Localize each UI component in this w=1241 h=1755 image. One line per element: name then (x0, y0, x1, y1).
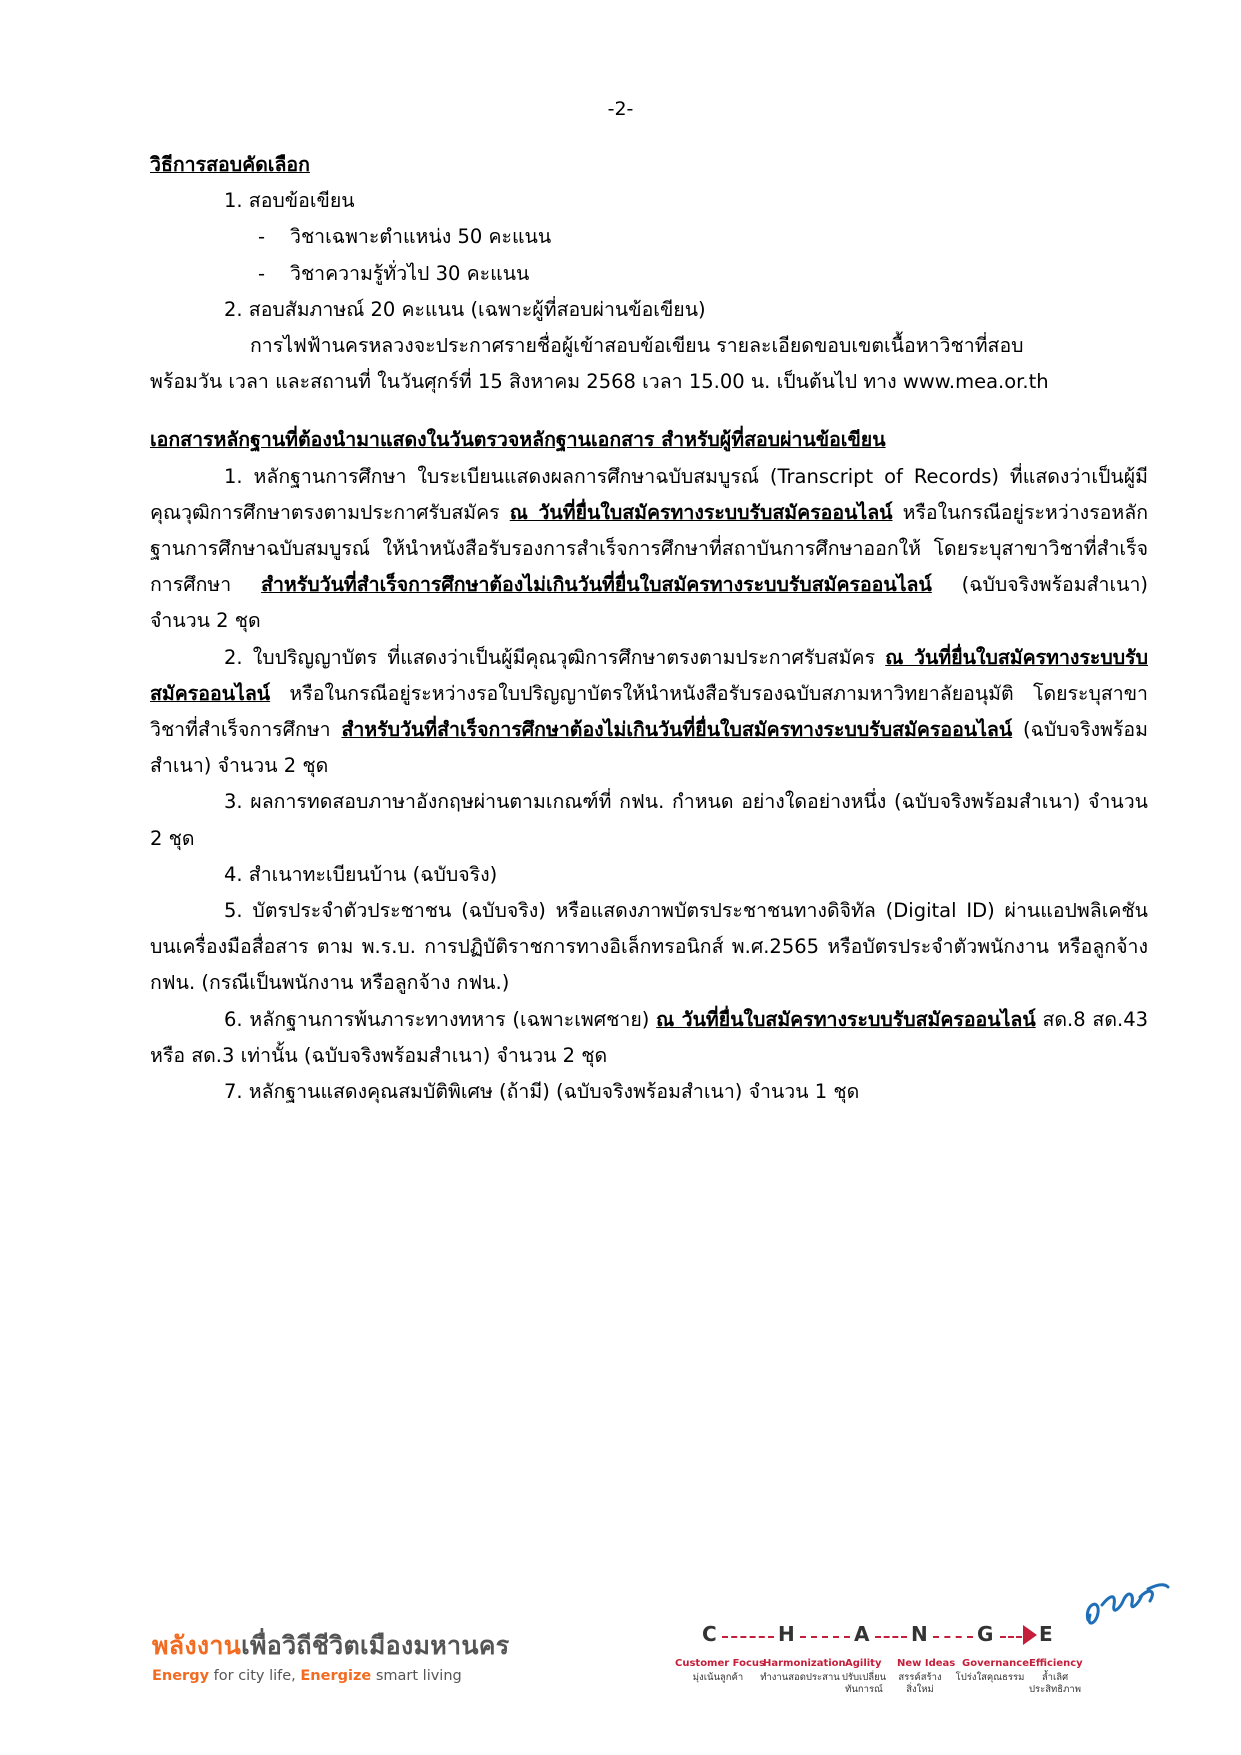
value-label-en: Customer Focus (675, 1658, 765, 1669)
document-item-4: 4. สำเนาทะเบียนบ้าน (ฉบับจริง) (224, 862, 498, 886)
document-item-2 (150, 640, 1148, 785)
value-letter-e: E (1039, 1622, 1053, 1646)
slogan-thai-rest: เพื่อวิถีชีวิตเมืองมหานคร (241, 1631, 510, 1660)
value-label-en: New Ideas (897, 1658, 956, 1669)
value-label-en: Agility (845, 1658, 882, 1669)
value-label-th: ปรับเปลี่ยนทันการณ์ (841, 1672, 887, 1695)
selection-subitem-general (150, 256, 1148, 292)
document-item-6 (150, 1002, 1148, 1074)
value-label-th: มุ่งเน้นลูกค้า (692, 1672, 744, 1683)
subitem-text: วิชาเฉพาะตำแหน่ง 50 คะแนน (290, 225, 552, 249)
footer-slogan (152, 1626, 510, 1684)
slogan-en-text: for city life, (209, 1668, 301, 1684)
value-letter-g: G (977, 1622, 994, 1646)
bullet-dash: - (258, 225, 266, 249)
connector-dash (800, 1636, 850, 1638)
document-item-7: 7. หลักฐานแสดงคุณสมบัติพิเศษ (ถ้ามี) (ฉบับจริงพร้อมสำเนา) จำนวน 1 ชุด (224, 1080, 860, 1104)
doc6-emphasis: ณ วันที่ยื่นใบสมัครทางระบบรับสมัครออนไลน์ (656, 1007, 1036, 1031)
arrow-right-icon (1023, 1625, 1037, 1645)
page-number: -2- (607, 98, 634, 120)
document-body (150, 147, 1148, 1110)
slogan-thai (152, 1626, 510, 1666)
value-label-th: สรรค์สร้างสิ่งใหม่ (898, 1672, 942, 1695)
doc1-text: 1. หลักฐานการศึกษา ใบระเบียนแสดงผลการศึกษาฉบับสมบูรณ์ (Transcript of Records) ที่แสดงว่าเป็นผู้มีคุณวุฒิการศึกษาตรงตามประกาศรับสมัคร (150, 464, 1148, 524)
value-label-en: Governance (962, 1658, 1030, 1669)
selection-item-written: 1. สอบข้อเขียน (224, 189, 355, 213)
value-label-en: Harmonization (763, 1658, 846, 1669)
subitem-text: วิชาความรู้ทั่วไป 30 คะแนน (290, 261, 530, 285)
connector-dash (933, 1636, 973, 1638)
announcement-line-1: การไฟฟ้านครหลวงจะประกาศรายชื่อผู้เข้าสอบข้อเขียน รายละเอียดขอบเขตเนื้อหาวิชาที่สอบ (250, 334, 1024, 358)
doc1-emphasis-2: สำหรับวันที่สำเร็จการศึกษาต้องไม่เกินวันที่ยื่นใบสมัครทางระบบรับสมัครออนไลน์ (261, 573, 932, 597)
announcement-line-2: พร้อมวัน เวลา และสถานที่ ในวันศุกร์ที่ 15 สิงหาคม 2568 เวลา 15.00 น. เป็นต้นไป ทาง www.mea.or.th (150, 370, 1049, 394)
connector-dash (722, 1636, 774, 1638)
selection-heading: วิธีการสอบคัดเลือก (150, 153, 310, 176)
document-item-5: 5. บัตรประจำตัวประชาชน (ฉบับจริง) หรือแสดงภาพบัตรประชาชนทางดิจิทัล (Digital ID) ผ่านแอปพลิเคชันบนเครื่องมือสื่อสาร ตาม พ.ร.บ. การปฏิบัติราชการทางอิเล็กทรอนิกส์ พ.ศ.2565 หรือบัตรประจำตัวพนักงาน หรือลูกจ้าง กฟน. (กรณีเป็นพนักงาน หรือลูกจ้าง กฟน.) (150, 899, 1148, 995)
value-label-th: โปร่งใสคุณธรรม (955, 1672, 1025, 1683)
doc2-emphasis: ณ วันที่ยื่นใบสมัครทางระบบรับสมัครออนไลน์ (150, 645, 1148, 705)
doc6-text-2: สด.8 สด.43 หรือ สด.3 เท่านั้น (ฉบับจริงพร้อมสำเนา) จำนวน 2 ชุด (150, 1007, 1149, 1067)
slogan-thai-highlight: พลังงาน (152, 1631, 242, 1660)
selection-subitem-position (150, 219, 1148, 255)
slogan-en-text-2: smart living (371, 1668, 462, 1684)
value-letter-a: A (854, 1622, 870, 1646)
value-letter-h: H (778, 1622, 795, 1646)
doc2-text-2: หรือในกรณีอยู่ระหว่างรอใบปริญญาบัตรให้นำหนังสือรับรองฉบับสภามหาวิทยาลัยอนุมัติ โดยระบุสาขาวิชาที่สำเร็จการศึกษา (150, 681, 1148, 742)
documents-heading: เอกสารหลักฐานที่ต้องนำมาแสดงในวันตรวจหลักฐานเอกสาร สำหรับผู้ที่สอบผ่านข้อเขียน (150, 428, 886, 452)
slogan-en-energy: Energy (152, 1668, 210, 1684)
slogan-english (152, 1668, 510, 1684)
slogan-en-energize: Energize (300, 1668, 372, 1684)
document-item-3: 3. ผลการทดสอบภาษาอังกฤษผ่านตามเกณฑ์ที่ กฟน. กำหนด อย่างใดอย่างหนึ่ง (ฉบับจริงพร้อมสำเนา) จำนวน 2 ชุด (150, 790, 1148, 850)
doc1-text-2: หรือในกรณีอยู่ระหว่างรอหลักฐานการศึกษาฉบับสมบูรณ์ ให้นำหนังสือรับรองการสำเร็จการศึกษาที่สถาบันการศึกษาออกให้ โดยระบุสาขาวิชาที่สำเร็จการศึกษา (150, 500, 1149, 597)
doc2-emphasis-2: สำหรับวันที่สำเร็จการศึกษาต้องไม่เกินวันที่ยื่นใบสมัครทางระบบรับสมัครออนไลน์ (341, 718, 1013, 742)
doc1-emphasis: ณ วันที่ยื่นใบสมัครทางระบบรับสมัครออนไลน์ (509, 500, 893, 524)
connector-dash (1000, 1636, 1022, 1638)
doc2-text-3: (ฉบับจริงพร้อมสำเนา) จำนวน 2 ชุด (150, 718, 1148, 778)
document-item-1 (150, 459, 1148, 640)
value-letter-n: N (911, 1622, 928, 1646)
value-label-th: ล้ำเลิศประสิทธิภาพ (1029, 1672, 1081, 1695)
connector-dash (875, 1636, 907, 1638)
doc1-text-3: (ฉบับจริงพร้อมสำเนา) จำนวน 2 ชุด (150, 573, 1149, 633)
doc6-text: 6. หลักฐานการพ้นภาระทางทหาร (เฉพาะเพศชาย) (224, 1007, 657, 1031)
value-label-en: Efficiency (1029, 1658, 1083, 1669)
bullet-dash: - (258, 261, 266, 285)
selection-item-interview: 2. สอบสัมภาษณ์ 20 คะแนน (เฉพาะผู้ที่สอบผ่านข้อเขียน) (224, 297, 706, 321)
value-label-th: ทำงานสอดประสาน (760, 1672, 840, 1683)
value-letter-c: C (702, 1622, 717, 1646)
change-values-strip (675, 1622, 1150, 1732)
doc2-text: 2. ใบปริญญาบัตร ที่แสดงว่าเป็นผู้มีคุณวุฒิการศึกษาตรงตามประกาศรับสมัคร (224, 645, 886, 669)
